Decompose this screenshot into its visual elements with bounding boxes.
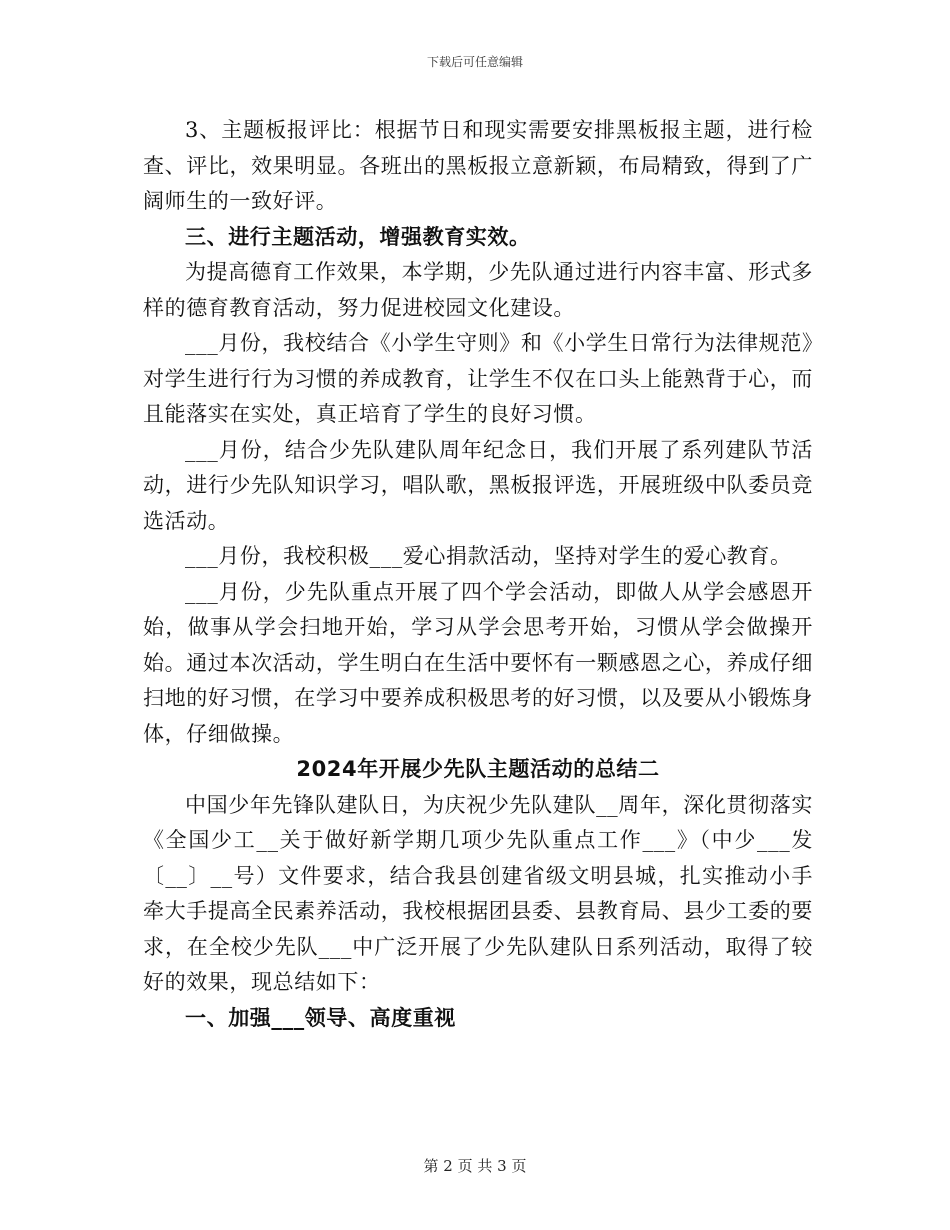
heading-theme-activities: 三、进行主题活动，增强教育实效。 [185, 224, 531, 249]
paragraph-founding-day: ___月份，结合少先队建队周年纪念日，我们开展了系列建队节活动，进行少先队知识学习，唱队歌，黑板报评选，开展班级中队委员竞选活动。 [143, 437, 813, 533]
document-body [143, 113, 813, 1036]
header-note: 下载后可任意编辑 [426, 55, 523, 69]
paragraph-founding-day-intro: 中国少年先锋队建队日，为庆祝少先队建队__周年，深化贯彻落实《全国少工__关于做好新学期几项少先队重点工作___》（中少___发〔__〕__号）文件要求，结合我县创建省级文明县城，扎实推动小手牵大手提高全民素养活动，我校根据团县委、县教育局、县少工委的要求，在全校少先队___中广泛开展了少先队建队日系列活动，取得了较好的效果，现总结如下： [143, 792, 813, 994]
paragraph-four-learnings: ___月份，少先队重点开展了四个学会活动，即做人从学会感恩开始，做事从学会扫地开始，学习从学会思考开始，习惯从学会做操开始。通过本次活动，学生明白在生活中要怀有一颗感恩之心，养成仔细扫地的好习惯，在学习中要养成积极思考的好习惯，以及要从小锻炼身体，仔细做操。 [143, 579, 813, 746]
heading-leadership: 一、加强___领导、高度重视 [185, 1005, 456, 1030]
paragraph-habit-education: ___月份，我校结合《小学生守则》和《小学生日常行为法律规范》对学生进行行为习惯的养成教育，让学生不仅在口头上能熟背于心，而且能落实在实处，真正培育了学生的良好习惯。 [143, 331, 813, 426]
paragraph-blackboard-contest: 3、主题板报评比：根据节日和现实需要安排黑板报主题，进行检查、评比，效果明显。各班出的黑板报立意新颖，布局精致，得到了广阔师生的一致好评。 [143, 118, 813, 213]
section-title-summary-two: 2024年开展少先队主题活动的总结二 [296, 757, 660, 781]
page-number-footer: 第 2 页 共 3 页 [423, 1157, 527, 1175]
paragraph-moral-education: 为提高德育工作效果，本学期，少先队通过进行内容丰富、形式多样的德育教育活动，努力促进校园文化建设。 [143, 260, 813, 320]
paragraph-donation: ___月份，我校积极___爱心捐款活动，坚持对学生的爱心教育。 [185, 544, 792, 568]
